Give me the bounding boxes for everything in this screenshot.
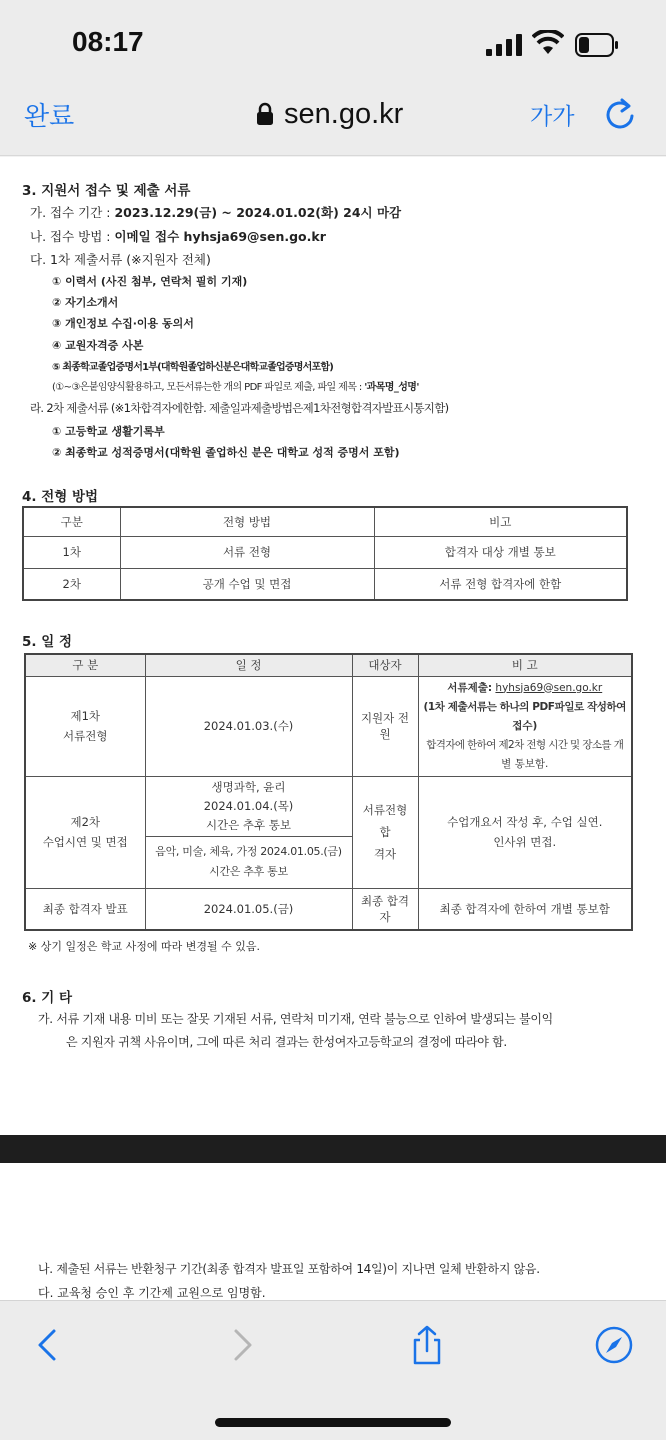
- section6-item-a-cont: 은 지원자 귀책 사유이며, 그에 따른 처리 결과는 한성여자고등학교의 결정에 따라야 함.: [66, 1035, 507, 1049]
- table-cell: 최종 합격자: [352, 888, 418, 930]
- method-value: 이메일 접수 hyhsja69@sen.go.kr: [114, 229, 326, 244]
- share-icon[interactable]: [407, 1325, 447, 1365]
- stage-line: 수업시연 및 면접: [42, 835, 128, 849]
- method-line: [30, 227, 326, 245]
- schedule-footnote: ※ 상기 일정은 학교 사정에 따라 변경될 수 있음.: [28, 940, 260, 953]
- stage-line: 제1차: [70, 709, 101, 723]
- table-cell: 1차: [23, 536, 120, 568]
- date-line: 2024.01.04.(목): [203, 798, 294, 813]
- table-header-cell: 구 분: [25, 654, 145, 676]
- date-line: 생명과학, 윤리: [211, 779, 286, 794]
- note-email[interactable]: hyhsja69@sen.go.kr: [495, 681, 603, 694]
- table-header-cell: 대상자: [352, 654, 418, 676]
- table-row: [25, 888, 632, 930]
- reload-icon[interactable]: [604, 96, 636, 130]
- table-header-cell: 일 정: [145, 654, 352, 676]
- table-cell: 지원자 전원: [352, 676, 418, 776]
- section6-item-b: 나. 제출된 서류는 반환청구 기간(최종 합격자 발표일 포함하여 14일)이 지나면 일체 반환하지 않음.: [38, 1262, 540, 1276]
- docs1-label: 다. 1차 제출서류 (※지원자 전체): [30, 252, 211, 267]
- table-cell: [352, 776, 418, 888]
- target-line: 서류전형 합: [362, 803, 408, 839]
- table-cell: 최종 합격자에 한하여 개별 통보함: [418, 888, 632, 930]
- docs1-item: ① 이력서 (사진 첨부, 연락처 필히 기재): [52, 275, 248, 288]
- note-line: 합격자에 한하여 제2차 전형 시간 및 장소를 개: [426, 738, 624, 751]
- table-cell: [418, 776, 632, 888]
- table-cell: [145, 776, 352, 836]
- table-cell: [145, 836, 352, 888]
- home-indicator: [215, 1418, 451, 1427]
- period-label: 가. 접수 기간 :: [30, 205, 115, 220]
- section6-item-c: 다. 교육청 승인 후 기간제 교원으로 임명함.: [38, 1286, 266, 1300]
- docs1-note-filename: '과목명_성명': [364, 382, 419, 393]
- forward-icon[interactable]: [222, 1325, 262, 1365]
- section5-heading: 5. 일 정: [22, 634, 73, 650]
- date-line: 시간은 추후 통보: [209, 865, 288, 878]
- wifi-icon: [532, 30, 564, 56]
- date-line: 음악, 미술, 체육, 가정 2024.01.05.(금): [155, 845, 342, 858]
- docs1-item: ④ 교원자격증 사본: [52, 339, 144, 352]
- table-cell: [25, 776, 145, 888]
- docs1-note-text: (①~③은붙임양식활용하고, 모든서류는한 개의 PDF 파일로 제출, 파일 제목 :: [52, 382, 362, 393]
- stage-line: 서류전형: [63, 729, 108, 743]
- text-size-button[interactable]: 가가: [530, 104, 575, 130]
- table-cell: 서류 전형 합격자에 한함: [374, 568, 627, 600]
- table-cell: 합격자 대상 개별 통보: [374, 536, 627, 568]
- table-header-cell: 비 고: [418, 654, 632, 676]
- lock-icon: [256, 102, 274, 126]
- note-bold-line: (1차 제출서류는 하나의 PDF파일로 작성하여: [423, 700, 627, 713]
- document-page-2: [0, 1163, 666, 1300]
- date-line: 시간은 추후 통보: [205, 817, 292, 832]
- section3-heading: 3. 지원서 접수 및 제출 서류: [22, 183, 191, 199]
- period-value: 2023.12.29(금) ~ 2024.01.02(화) 24시 마감: [114, 205, 402, 220]
- docs2-item: ② 최종학교 성적증명서(대학원 졸업하신 분은 대학교 성적 증명서 포함): [52, 446, 400, 459]
- note-line: 수업개요서 작성 후, 수업 실연.: [447, 815, 603, 829]
- table-cell: 2차: [23, 568, 120, 600]
- battery-icon: [575, 33, 619, 57]
- selection-method-table: [22, 506, 628, 601]
- note-email-line: [421, 679, 630, 698]
- period-line: [30, 203, 401, 221]
- table-cell: [418, 676, 632, 776]
- table-header-row: [25, 654, 632, 676]
- table-header-cell: 전형 방법: [120, 507, 374, 536]
- section6-item-a: 가. 서류 기재 내용 미비 또는 잘못 기재된 서류, 연락처 미기재, 연락 불능으로 인하여 발생되는 불이익: [38, 1012, 553, 1026]
- table-cell: 서류 전형: [120, 536, 374, 568]
- browser-nav-bar: [0, 80, 666, 156]
- table-row: [25, 776, 632, 836]
- note-line: 별 통보함.: [501, 757, 549, 770]
- table-header-cell: 구분: [23, 507, 120, 536]
- back-icon[interactable]: [28, 1325, 68, 1365]
- section4-heading: 4. 전형 방법: [22, 489, 99, 505]
- table-cell: 2024.01.05.(금): [145, 888, 352, 930]
- docs1-item: ⑤ 최종학교졸업증명서1부(대학원졸업하신분은대학교졸업증명서포함): [52, 362, 333, 373]
- status-bar: [0, 0, 666, 80]
- document-page-1: [0, 157, 666, 1135]
- note-bold-line: 접수): [512, 719, 538, 732]
- stage-line: 제2차: [70, 815, 101, 829]
- table-row: [23, 536, 627, 568]
- page-separator: [0, 1135, 666, 1163]
- table-row: [23, 568, 627, 600]
- schedule-table: [24, 653, 633, 931]
- table-header-cell: 비고: [374, 507, 627, 536]
- docs1-item: ③ 개인정보 수집·이용 동의서: [52, 317, 194, 330]
- table-cell: 최종 합격자 발표: [25, 888, 145, 930]
- note-email-label: 서류제출:: [447, 681, 493, 694]
- docs2-item: ① 고등학교 생활기록부: [52, 425, 165, 438]
- signal-icon: [486, 34, 522, 56]
- table-header-row: [23, 507, 627, 536]
- table-cell: 2024.01.03.(수): [145, 676, 352, 776]
- address-bar[interactable]: [256, 94, 403, 134]
- browser-toolbar: [0, 1300, 666, 1440]
- table-cell: [25, 676, 145, 776]
- url-text: sen.go.kr: [284, 97, 404, 130]
- table-cell: 공개 수업 및 면접: [120, 568, 374, 600]
- section6-heading: 6. 기 타: [22, 990, 73, 1006]
- compass-icon[interactable]: [594, 1325, 634, 1365]
- docs1-note: [52, 378, 419, 393]
- docs2-label: 라. 2차 제출서류 (※1차합격자에한함. 제출일과제출방법은제1차전형합격자발표시통지함): [30, 401, 449, 415]
- done-button[interactable]: 완료: [24, 102, 75, 132]
- docs1-item: ② 자기소개서: [52, 296, 119, 309]
- table-row: [25, 676, 632, 776]
- target-line: 격자: [373, 847, 397, 861]
- note-line: 인사위 면접.: [493, 835, 557, 849]
- status-time: 08:17: [72, 26, 144, 57]
- method-label: 나. 접수 방법 :: [30, 229, 115, 244]
